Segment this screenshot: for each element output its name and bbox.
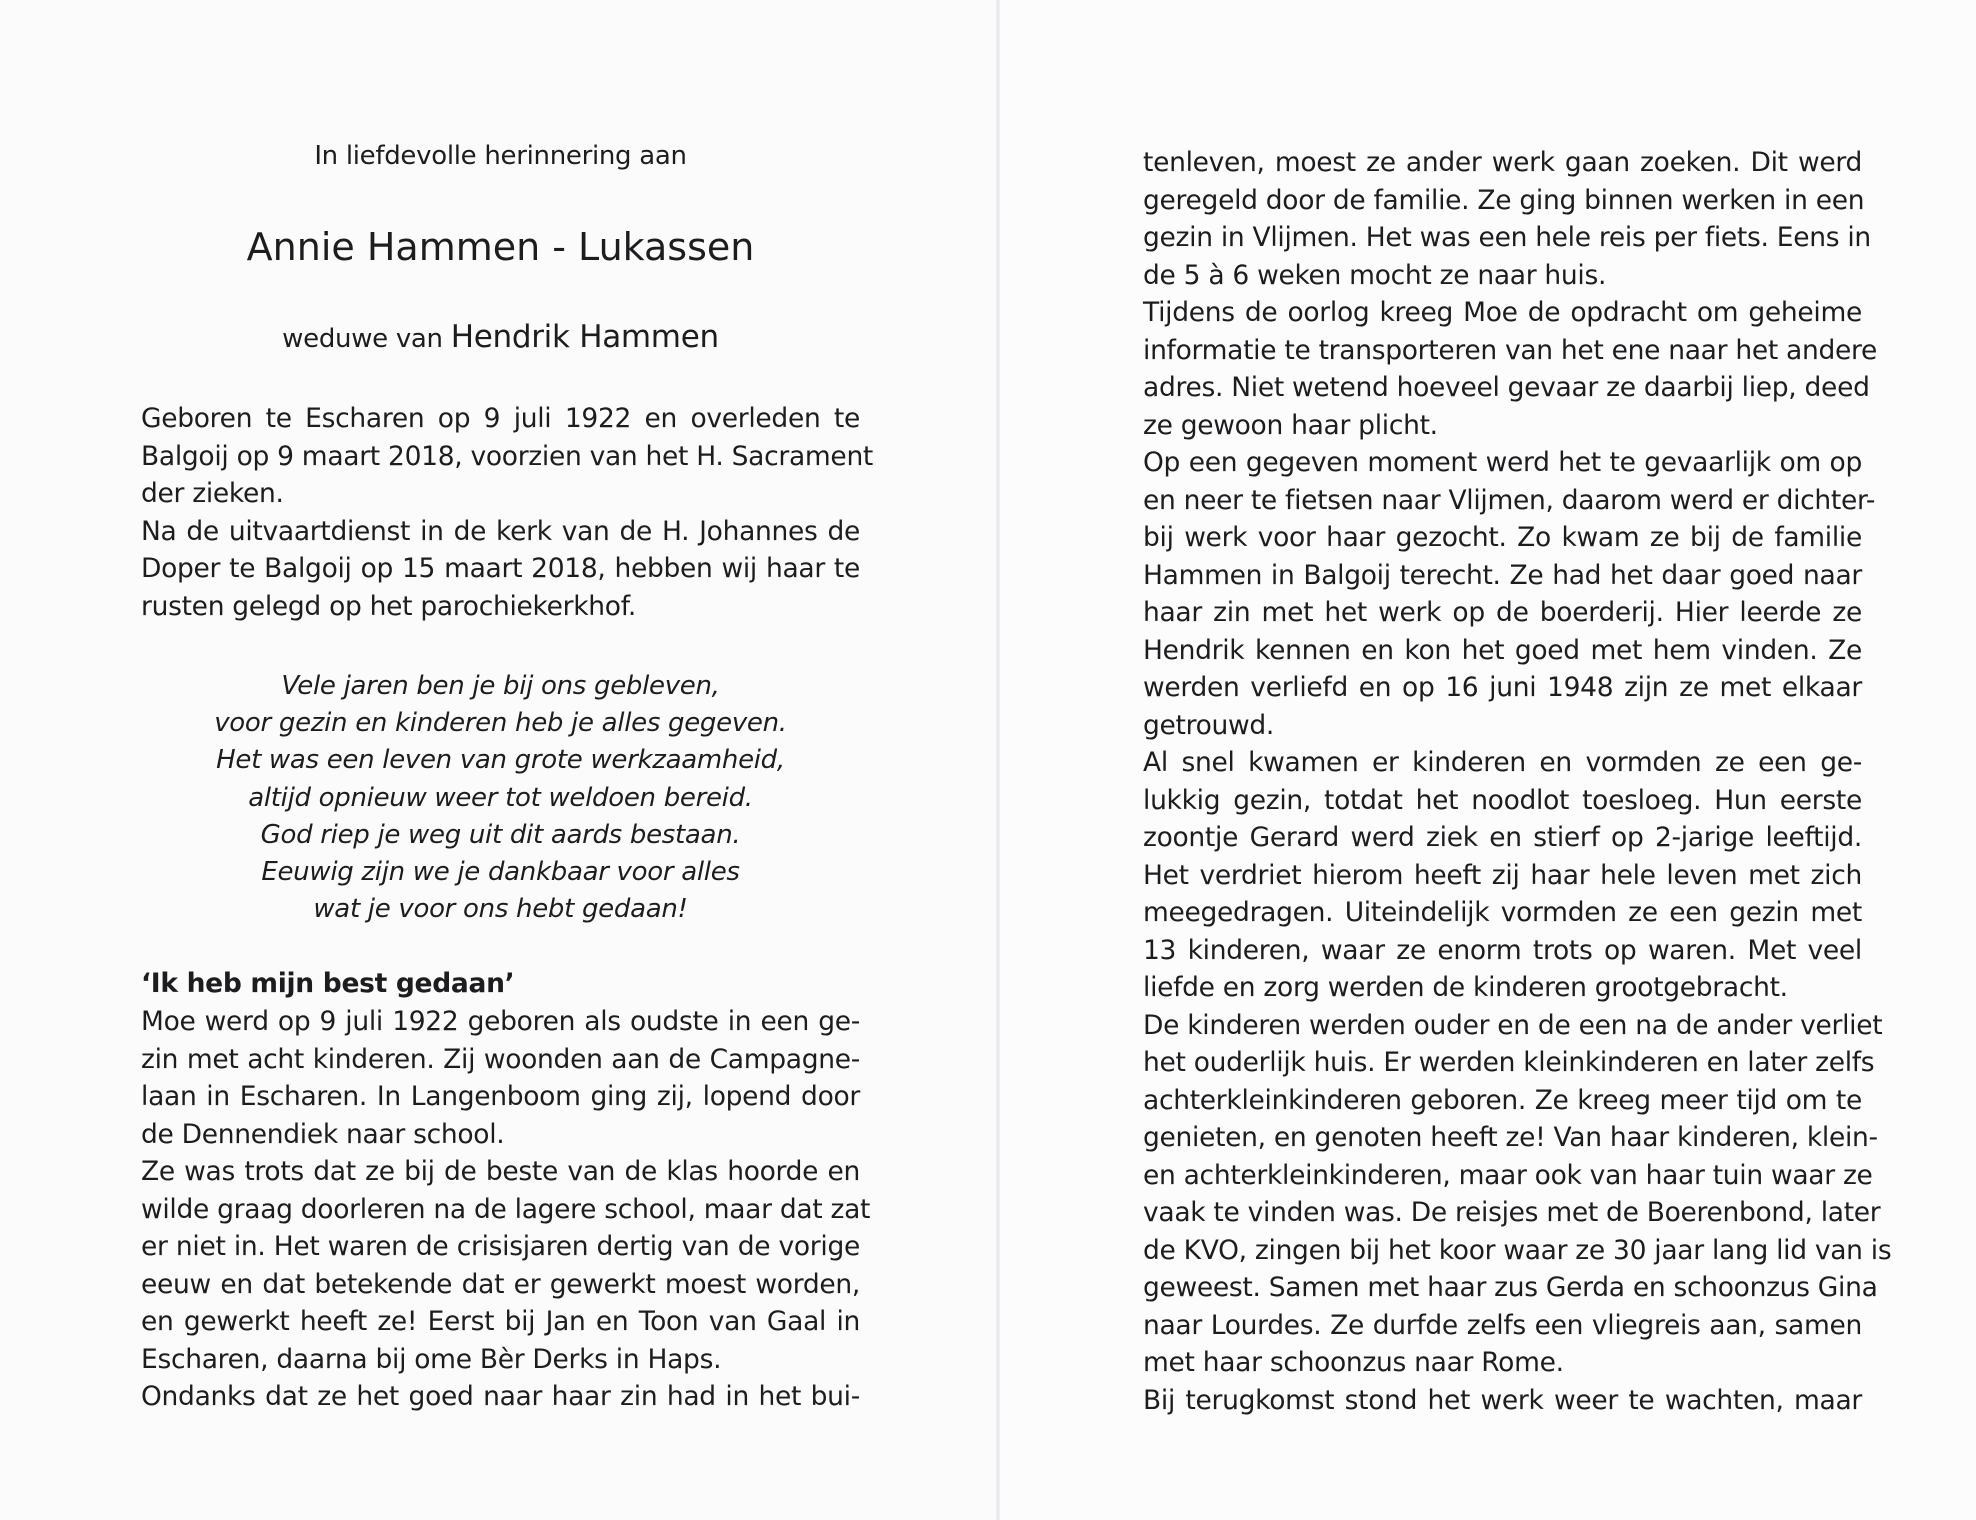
poem-line: wat je voor ons hebt gedaan!	[313, 894, 688, 925]
poem-line: Het was een leven van grote werkzaamheid,	[216, 745, 785, 776]
story-line: en achterkleinkinderen, maar ook van haar tuin waar ze	[1143, 1159, 1873, 1191]
story-line: ze gewoon haar plicht.	[1143, 409, 1438, 441]
story-line: bij werk voor haar gezocht. Zo kwam ze bij de familie	[1143, 522, 1862, 553]
story-line: getrouwd.	[1143, 709, 1275, 741]
story-line: lukkig gezin, totdat het noodlot toesloeg. Hun eerste	[1143, 784, 1862, 816]
poem-line: Eeuwig zijn we je dankbaar voor alles	[261, 857, 740, 887]
story-line: informatie te transporteren van het ene naar het andere	[1143, 334, 1878, 366]
story-line: gezin in Vlijmen. Het was een hele reis per fiets. Eens in	[1143, 222, 1871, 253]
deceased-name: Annie Hammen - Lukassen	[246, 225, 755, 269]
story-line: geregeld door de familie. Ze ging binnen werken in een	[1143, 184, 1865, 216]
story-line: de Dennendiek naar school.	[141, 1118, 505, 1150]
story-line: Moe werd op 9 juli 1922 geboren als oudste in een ge-	[141, 1006, 860, 1037]
facts-line: Doper te Balgoij op 15 maart 2018, hebben wij haar te	[141, 553, 860, 585]
story-line: haar zin met het werk op de boerderij. Hier leerde ze	[1143, 597, 1862, 628]
story-heading: ‘Ik heb mijn best gedaan’	[141, 968, 515, 999]
story-line: het ouderlijk huis. Er werden kleinkinderen en later zelfs	[1143, 1047, 1875, 1078]
story-line: liefde en zorg werden de kinderen grootgebracht.	[1143, 972, 1788, 1003]
story-line: Ze was trots dat ze bij de beste van de klas hoorde en	[141, 1156, 860, 1187]
story-line: tenleven, moest ze ander werk gaan zoeken. Dit werd	[1143, 147, 1862, 178]
widow-prefix: weduwe van	[282, 324, 443, 354]
story-line: Ondanks dat ze het goed naar haar zin had in het bui-	[141, 1381, 860, 1412]
story-line: wilde graag doorleren na de lagere school, maar dat zat	[141, 1193, 871, 1225]
story-line: vaak te vinden was. De reisjes met de Boerenbond, later	[1143, 1197, 1881, 1228]
widow-line	[141, 319, 860, 355]
facts-line: rusten gelegd op het parochiekerkhof.	[141, 591, 636, 622]
husband-name: Hendrik Hammen	[450, 319, 719, 355]
story-line: achterkleinkinderen geboren. Ze kreeg meer tijd om te	[1143, 1084, 1862, 1116]
story-line: zin met acht kinderen. Zij woonden aan de Campagne-	[141, 1043, 860, 1075]
story-line: genieten, en genoten heeft ze! Van haar kinderen, klein-	[1143, 1122, 1878, 1153]
story-line: meegedragen. Uiteindelijk vormden ze een gezin met	[1143, 897, 1862, 928]
story-line: Hammen in Balgoij terecht. Ze had het daar goed naar	[1143, 559, 1862, 591]
story-line: er niet in. Het waren de crisisjaren dertig van de vorige	[141, 1231, 860, 1262]
story-line: eeuw en dat betekende dat er gewerkt moest worden,	[141, 1268, 860, 1300]
story-line: werden verliefd en op 16 juni 1948 zijn ze met elkaar	[1143, 672, 1862, 703]
story-line: en gewerkt heeft ze! Eerst bij Jan en Toon van Gaal in	[141, 1306, 860, 1337]
story-line: de 5 à 6 weken mocht ze naar huis.	[1143, 259, 1607, 291]
story-line: met haar schoonzus naar Rome.	[1143, 1347, 1564, 1378]
facts-line: der zieken.	[141, 478, 284, 510]
facts-line: Geboren te Escharen op 9 juli 1922 en overleden te	[141, 403, 860, 434]
story-line: de KVO, zingen bij het koor waar ze 30 jaar lang lid van is	[1143, 1234, 1892, 1266]
facts-line: Balgoij op 9 maart 2018, voorzien van het H. Sacrament	[141, 440, 874, 472]
poem-line: Vele jaren ben je bij ons gebleven,	[281, 671, 720, 701]
intro-text: In liefdevolle herinnering aan	[314, 141, 687, 171]
story-line: De kinderen werden ouder en de een na de ander verliet	[1143, 1009, 1883, 1041]
poem-line: voor gezin en kinderen heb je alles gegeven.	[214, 708, 787, 739]
story-line: Escharen, daarna bij ome Bèr Derks in Haps.	[141, 1343, 722, 1375]
story-line: adres. Niet wetend hoeveel gevaar ze daarbij liep, deed	[1143, 372, 1870, 403]
story-line: Tijdens de oorlog kreeg Moe de opdracht om geheime	[1143, 297, 1862, 328]
story-line: en neer te fietsen naar Vlijmen, daarom werd er dichter-	[1143, 484, 1876, 516]
story-line: Al snel kwamen er kinderen en vormden ze een ge-	[1143, 747, 1862, 778]
story-line: geweest. Samen met haar zus Gerda en schoonzus Gina	[1143, 1272, 1878, 1303]
poem-line: altijd opnieuw weer tot weldoen bereid.	[248, 782, 753, 813]
story-line: laan in Escharen. In Langenboom ging zij, lopend door	[141, 1081, 860, 1112]
facts-line: Na de uitvaartdienst in de kerk van de H. Johannes de	[141, 515, 860, 547]
story-line: 13 kinderen, waar ze enorm trots op waren. Met veel	[1143, 934, 1862, 966]
story-line: Het verdriet hierom heeft zij haar hele leven met zich	[1143, 859, 1862, 891]
story-line: Bij terugkomst stond het werk weer te wachten, maar	[1143, 1384, 1862, 1416]
story-line: naar Lourdes. Ze durfde zelfs een vliegreis aan, samen	[1143, 1309, 1862, 1341]
story-line: Op een gegeven moment werd het te gevaarlijk om op	[1143, 447, 1862, 478]
card-fold-line	[996, 0, 1000, 1520]
story-line: zoontje Gerard werd ziek en stierf op 2-jarige leeftijd.	[1143, 822, 1862, 853]
story-line: Hendrik kennen en kon het goed met hem vinden. Ze	[1143, 634, 1862, 666]
poem-line: God riep je weg uit dit aards bestaan.	[260, 819, 741, 850]
